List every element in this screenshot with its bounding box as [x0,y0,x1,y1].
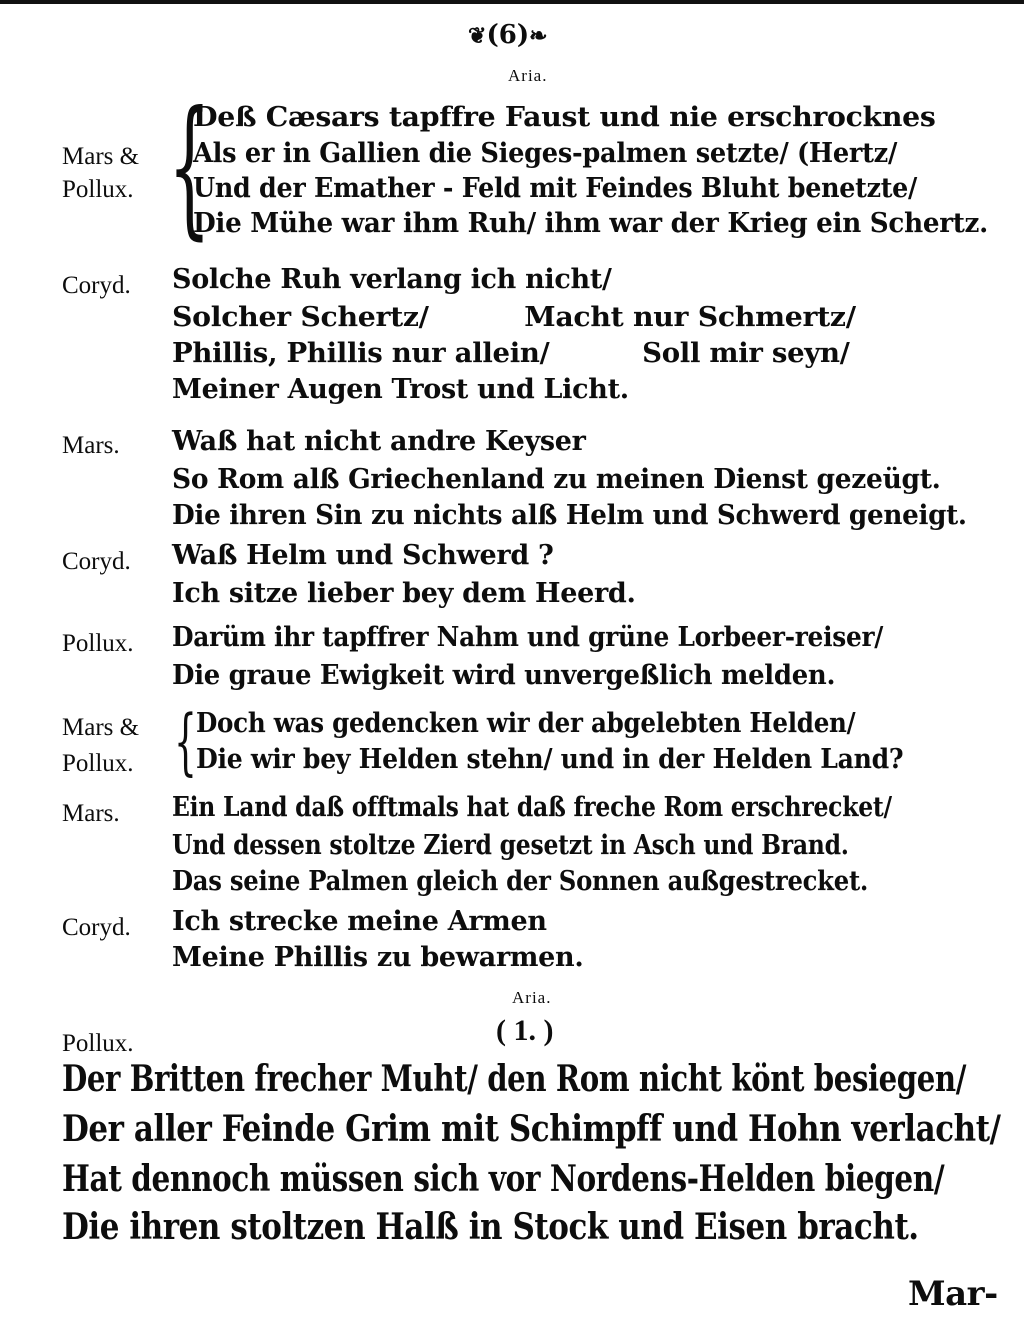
verse-line: Waß hat nicht andre Keyser [172,426,586,457]
verse-line: Die ihren Sin zu nichts alß Helm und Schwerd geneigt. [172,500,967,531]
speaker-label: Coryd. [62,272,131,299]
stanza-number: ( 1. ) [496,1014,554,1047]
verse-line: Ein Land daß offtmals hat daß freche Rom erschrecket/ [172,792,892,823]
speaker-label: Pollux. [62,630,134,657]
speaker-label: Pollux. [62,1030,134,1057]
aria-heading: Aria. [512,988,552,1007]
verse-line: Die Mühe war ihm Ruh/ ihm war der Krieg ein Schertz. [193,208,988,239]
verse-line: Und der Emather - Feld mit Feindes Bluht benetzte/ [193,173,917,204]
speaker-label: Mars & Pollux. [62,143,140,203]
speaker-label: Coryd. [62,914,131,941]
stanza-line: Der aller Feinde Grim mit Schimpff und Hohn verlacht/ [62,1108,1001,1150]
verse-line: Meine Phillis zu bewarmen. [172,942,584,973]
verse-line: Doch was gedencken wir der abgelebten Helden/ [196,708,856,739]
speaker-label: Mars & Pollux. [62,714,140,777]
verse-line: Darüm ihr tapffrer Nahm und grüne Lorbeer-reiser/ [172,622,884,653]
ornament-right-icon: ❧ [529,23,548,49]
verse-line: Deß Cæsars tapffre Faust und nie erschrocknes [193,102,936,133]
verse-line: Waß Helm und Schwerd ? [172,540,554,571]
speaker-label: Coryd. [62,548,131,575]
verse-line: Meiner Augen Trost und Licht. [172,374,629,405]
stanza-line: Hat dennoch müssen sich vor Nordens-Helden biegen/ [62,1158,945,1200]
verse-line: Die graue Ewigkeit wird unvergeßlich melden. [172,660,836,691]
verse-line: Die wir bey Helden stehn/ und in der Helden Land? [196,744,904,775]
verse-line: So Rom alß Griechenland zu meinen Dienst gezeügt. [172,464,941,495]
brace-icon: { [168,80,211,254]
scan-edge [0,0,1024,4]
verse-line: Ich sitze lieber bey dem Heerd. [172,578,636,609]
aria-heading: Aria. [508,66,548,85]
verse-line: Solcher Schertz/ Macht nur Schmertz/ [172,302,856,333]
verse-line: Als er in Gallien die Sieges-palmen setzte/ (Hertz/ [193,138,898,169]
verse-line: Solche Ruh verlang ich nicht/ [172,264,612,295]
catchword: Mar- [908,1274,998,1314]
verse-line: Ich strecke meine Armen [172,906,547,937]
ornament-left-icon: ❦ [468,23,487,49]
brace-icon: { [174,699,197,783]
page-number: ❦(6)❧ [468,20,548,50]
verse-line: Und dessen stoltze Zierd gesetzt in Asch und Brand. [172,830,849,861]
speaker-label: Mars. [62,432,120,459]
stanza-line: Die ihren stoltzen Halß in Stock und Eisen bracht. [62,1206,919,1248]
verse-line: Das seine Palmen gleich der Sonnen außgestrecket. [172,866,869,897]
stanza-line: Der Britten frecher Muht/ den Rom nicht könt besiegen/ [62,1058,966,1100]
speaker-label: Mars. [62,800,120,827]
verse-line: Phillis, Phillis nur allein/ Soll mir seyn/ [172,338,850,369]
